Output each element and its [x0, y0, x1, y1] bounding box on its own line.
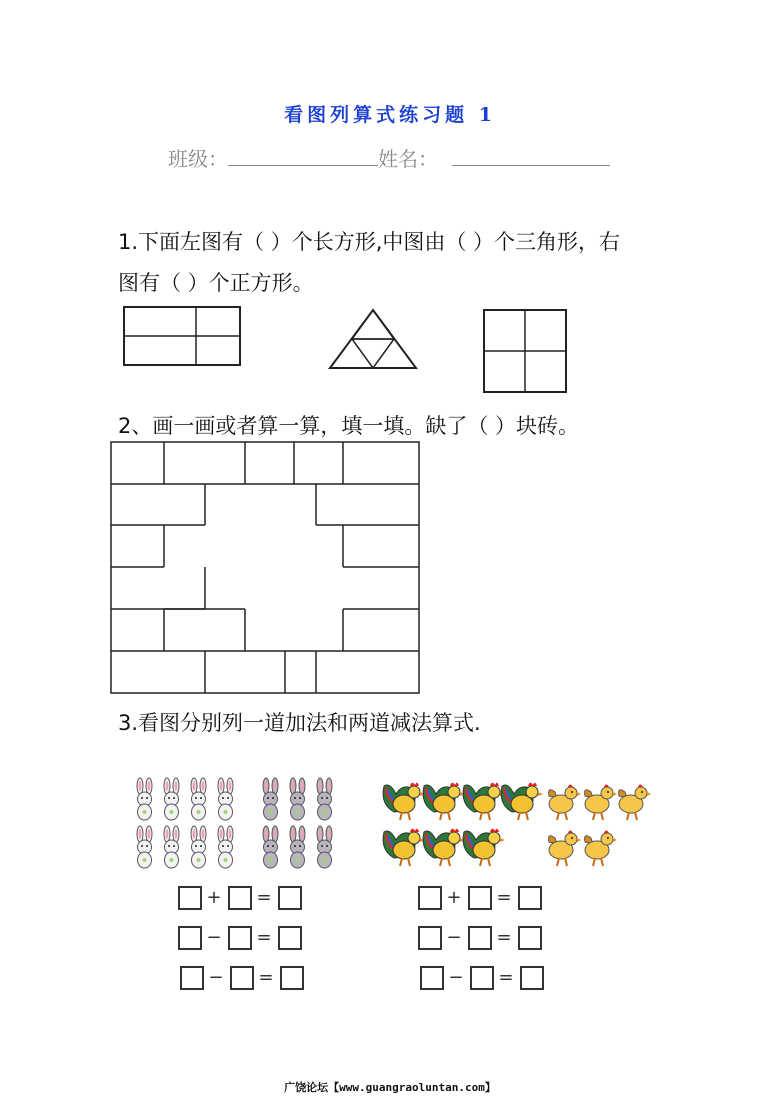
- answer-box[interactable]: [468, 926, 492, 950]
- question-3-text: 3.看图分别列一道加法和两道减法算式.: [118, 711, 481, 735]
- equals-sign: =: [256, 887, 272, 908]
- equals-sign: =: [256, 927, 272, 948]
- hen-icon: [549, 785, 581, 821]
- rabbit-icon: [218, 778, 233, 820]
- answer-box[interactable]: [228, 926, 252, 950]
- rabbit-icon: [191, 778, 206, 820]
- minus-sign: −: [448, 967, 464, 988]
- answer-box[interactable]: [518, 926, 542, 950]
- worksheet-title: 看图列算式练习题 1: [284, 104, 496, 126]
- answer-box[interactable]: [470, 966, 494, 990]
- hen-icon: [585, 785, 617, 821]
- answer-box[interactable]: [280, 966, 304, 990]
- hen-icon: [585, 831, 617, 867]
- answer-box[interactable]: [278, 926, 302, 950]
- name-label: 姓名：: [378, 147, 438, 171]
- plus-sign: +: [206, 887, 222, 908]
- answer-box[interactable]: [180, 966, 204, 990]
- minus-sign: −: [446, 927, 462, 948]
- equals-sign: =: [498, 967, 514, 988]
- hen-group: [545, 780, 650, 880]
- rabbit-icon: [317, 826, 332, 868]
- rabbit-icon: [290, 778, 305, 820]
- rooster-icon: [383, 783, 425, 820]
- rabbit-group-white: [134, 780, 249, 880]
- rectangle-figure: [122, 305, 242, 367]
- equals-sign: =: [496, 887, 512, 908]
- answer-box[interactable]: [228, 886, 252, 910]
- rooster-group: [382, 780, 542, 880]
- question-1-line-1: 1.下面左图有（ ）个长方形,中图由（ ）个三角形，右: [118, 230, 621, 254]
- rabbit-icon: [317, 778, 332, 820]
- answer-box[interactable]: [468, 886, 492, 910]
- rooster-icon: [423, 783, 465, 820]
- answer-box[interactable]: [420, 966, 444, 990]
- answer-box[interactable]: [520, 966, 544, 990]
- name-blank[interactable]: [452, 143, 610, 166]
- rabbit-icon: [290, 826, 305, 868]
- answer-box[interactable]: [178, 886, 202, 910]
- rooster-icon: [463, 829, 505, 866]
- student-info-line: [168, 143, 610, 172]
- footer-source: 广饶论坛【www.guangraoluntan.com】: [284, 1081, 496, 1094]
- answer-box[interactable]: [418, 886, 442, 910]
- square-figure: [482, 308, 568, 394]
- class-blank[interactable]: [228, 143, 378, 166]
- rabbit-icon: [164, 778, 179, 820]
- equals-sign: =: [258, 967, 274, 988]
- hen-icon: [549, 831, 581, 867]
- question-2-text: 2、画一画或者算一算，填一填。缺了（ ）块砖。: [118, 414, 580, 438]
- rabbit-group-gray: [260, 780, 350, 880]
- equals-sign: =: [496, 927, 512, 948]
- class-label: 班级：: [168, 147, 228, 171]
- answer-box[interactable]: [230, 966, 254, 990]
- answer-box[interactable]: [418, 926, 442, 950]
- hen-icon: [619, 785, 651, 821]
- rooster-icon: [463, 783, 505, 820]
- equations-right: [418, 886, 558, 996]
- question-1-line-2: 图有（ ）个正方形。: [118, 271, 314, 295]
- rabbit-icon: [191, 826, 206, 868]
- rooster-icon: [423, 829, 465, 866]
- answer-box[interactable]: [178, 926, 202, 950]
- minus-sign: −: [208, 967, 224, 988]
- minus-sign: −: [206, 927, 222, 948]
- rabbit-icon: [137, 778, 152, 820]
- triangle-figure: [328, 308, 418, 370]
- rabbit-icon: [263, 826, 278, 868]
- rabbit-icon: [137, 826, 152, 868]
- rabbit-icon: [218, 826, 233, 868]
- brick-wall-figure[interactable]: [110, 441, 422, 695]
- answer-box[interactable]: [278, 886, 302, 910]
- equations-left: [178, 886, 318, 996]
- rooster-icon: [501, 783, 543, 820]
- answer-box[interactable]: [518, 886, 542, 910]
- rabbit-icon: [263, 778, 278, 820]
- rabbit-icon: [164, 826, 179, 868]
- rooster-icon: [383, 829, 425, 866]
- plus-sign: +: [446, 887, 462, 908]
